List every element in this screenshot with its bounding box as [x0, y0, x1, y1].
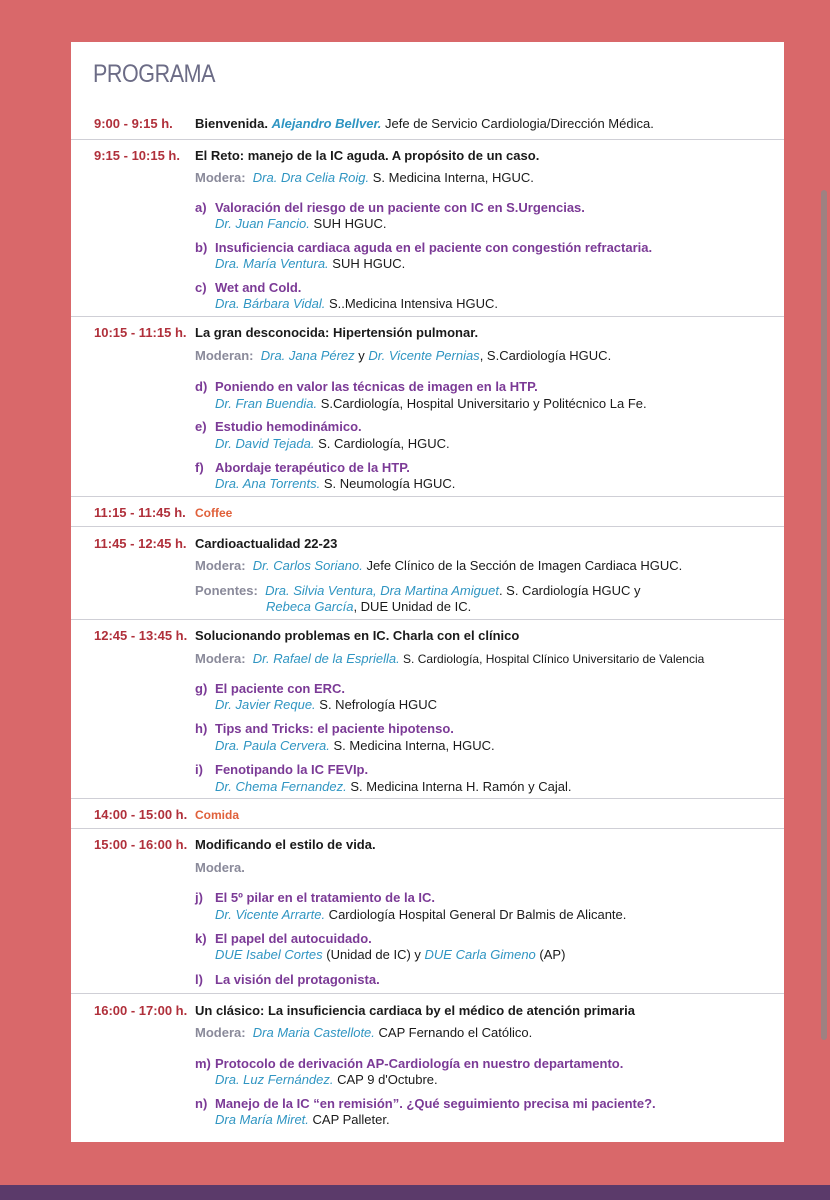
- speaker-affiliation: S.Cardiología, Hospital Universitario y Politécnico La Fe.: [317, 396, 647, 411]
- speaker-name: Rebeca García: [266, 599, 354, 614]
- session-title: Solucionando problemas en IC. Charla con el clínico: [195, 628, 520, 643]
- session-time: 16:00 - 17:00 h.: [94, 1003, 188, 1018]
- break-label: Coffee: [195, 506, 233, 520]
- moderator-name: Dr. Rafael de la Espriella.: [252, 651, 400, 666]
- moderator-label: Modera.: [195, 860, 245, 875]
- speakers-names: Dra. Silvia Ventura, Dra Martina Amiguet: [265, 583, 499, 598]
- moderator-name: Dr. Carlos Soriano.: [252, 558, 363, 573]
- session-time: 10:15 - 11:15 h.: [94, 325, 187, 340]
- speaker-affiliation: S. Cardiología, HGUC.: [314, 436, 450, 451]
- speaker-name-2: DUE Carla Gimeno: [424, 947, 536, 962]
- session-time: 11:15 - 11:45 h.: [94, 505, 186, 520]
- item-letter: m): [195, 1056, 211, 1071]
- session-time: 12:45 - 13:45 h.: [94, 628, 188, 643]
- session-title: Bienvenida.: [195, 116, 268, 131]
- item-letter: f): [195, 460, 204, 475]
- moderator-name: Dra. Jana Pérez: [260, 348, 355, 363]
- item-title: El papel del autocuidado.: [215, 931, 372, 946]
- speakers-row-continued: [266, 599, 471, 615]
- item-speaker-row: [215, 907, 626, 923]
- moderator-row: [195, 860, 245, 876]
- moderator-row: [195, 170, 534, 186]
- moderator-affiliation: , S.Cardiología HGUC.: [479, 348, 612, 363]
- speaker-name: Dr. Juan Fancio.: [215, 216, 310, 231]
- scrollbar[interactable]: [821, 190, 827, 1040]
- item-speaker-row: [215, 697, 437, 713]
- moderator-row: [195, 348, 611, 364]
- speaker-affiliation-2: (AP): [535, 947, 566, 962]
- speakers-row: [195, 583, 641, 599]
- session-coffee: [71, 496, 784, 520]
- moderator-label: Modera:: [195, 1025, 246, 1040]
- session-time: 15:00 - 16:00 h.: [94, 837, 188, 852]
- item-speaker-row: [215, 476, 455, 492]
- speaker-affiliation: S. Medicina Interna H. Ramón y Cajal.: [346, 779, 572, 794]
- item-title: El 5º pilar en el tratamiento de la IC.: [215, 890, 436, 905]
- item-letter: c): [195, 280, 207, 295]
- speaker-name: Dr. Vicente Arrarte.: [215, 907, 326, 922]
- session-title-row: [195, 116, 654, 132]
- speaker-affiliation: S. Neumología HGUC.: [320, 476, 456, 491]
- item-title: El paciente con ERC.: [215, 681, 346, 696]
- session-title: El Reto: manejo de la IC aguda. A propósito de un caso.: [195, 148, 540, 163]
- item-letter: h): [195, 721, 208, 736]
- item-speaker-row: [215, 436, 450, 452]
- item-speaker-row: [215, 738, 495, 754]
- speaker-name: Dr. Javier Reque.: [215, 697, 316, 712]
- session-time: 9:15 - 10:15 h.: [94, 148, 180, 163]
- moderator-name: Dra Maria Castellote.: [252, 1025, 375, 1040]
- item-letter: b): [195, 240, 208, 255]
- speaker-name: Dr. David Tejada.: [215, 436, 315, 451]
- session-time: 9:00 - 9:15 h.: [94, 116, 173, 131]
- session-estilo-vida: [71, 828, 784, 987]
- speaker-affiliation: (Unidad de IC) y: [322, 947, 425, 962]
- moderator-row: [195, 558, 682, 574]
- moderator-affiliation: S. Medicina Interna, HGUC.: [369, 170, 534, 185]
- item-speaker-row: [215, 256, 405, 272]
- session-atencion-primaria: [71, 993, 784, 1127]
- program-panel: [71, 42, 784, 1142]
- item-title: Fenotipando la IC FEVIp.: [215, 762, 369, 777]
- item-letter: j): [195, 890, 203, 905]
- speaker-name: Dr. Fran Buendia.: [215, 396, 318, 411]
- item-title: Manejo de la IC “en remisión”. ¿Qué seguimiento precisa mi paciente?.: [215, 1096, 656, 1111]
- moderator-label: Modera:: [195, 558, 246, 573]
- moderator-name-2: Dr. Vicente Pernias: [368, 348, 480, 363]
- session-title: La gran desconocida: Hipertensión pulmonar.: [195, 325, 479, 340]
- speaker-name: Dra. María Ventura.: [215, 256, 329, 271]
- moderator-label: Modera:: [195, 170, 246, 185]
- item-speaker-row: [215, 779, 571, 795]
- item-title: Valoración del riesgo de un paciente con IC en S.Urgencias.: [215, 200, 585, 215]
- item-title: Poniendo en valor las técnicas de imagen en la HTP.: [215, 379, 538, 394]
- speaker-name: Dra María Miret.: [215, 1112, 309, 1127]
- item-speaker-row: [215, 1112, 390, 1128]
- item-letter: l): [195, 972, 203, 987]
- item-letter: k): [195, 931, 207, 946]
- speaker-affiliation: CAP Palleter.: [308, 1112, 390, 1127]
- session-title: Un clásico: La insuficiencia cardiaca by el médico de atención primaria: [195, 1003, 635, 1018]
- item-letter: i): [195, 762, 203, 777]
- speaker-affiliation: SUH HGUC.: [309, 216, 387, 231]
- speaker-name: Dra. Ana Torrents.: [215, 476, 321, 491]
- speaker-affiliation: SUH HGUC.: [328, 256, 406, 271]
- session-cardioactualidad: [71, 526, 784, 614]
- item-title: Estudio hemodinámico.: [215, 419, 362, 434]
- bottom-band: [0, 1185, 830, 1200]
- item-title: Insuficiencia cardiaca aguda en el paciente con congestión refractaria.: [215, 240, 653, 255]
- session-time: 11:45 - 12:45 h.: [94, 536, 187, 551]
- item-speaker-row: [215, 296, 498, 312]
- moderator-label: Modera:: [195, 651, 246, 666]
- item-speaker-row: [215, 216, 386, 232]
- speaker-affiliation: Cardiología Hospital General Dr Balmis de Alicante.: [325, 907, 627, 922]
- speaker-affiliation: S. Medicina Interna, HGUC.: [329, 738, 495, 753]
- item-title: Wet and Cold.: [215, 280, 302, 295]
- speaker-name: Dra. Paula Cervera.: [215, 738, 330, 753]
- item-title: Abordaje terapéutico de la HTP.: [215, 460, 410, 475]
- moderator-affiliation: CAP Fernando el Católico.: [374, 1025, 533, 1040]
- item-letter: g): [195, 681, 208, 696]
- item-letter: n): [195, 1096, 208, 1111]
- moderator-label: Moderan:: [195, 348, 254, 363]
- session-solucionando: [71, 619, 784, 794]
- item-speaker-row: [215, 1072, 438, 1088]
- break-label: Comida: [195, 808, 240, 822]
- item-letter: a): [195, 200, 207, 215]
- moderator-and: y: [354, 348, 369, 363]
- item-title: Protocolo de derivación AP-Cardiología en nuestro departamento.: [215, 1056, 624, 1071]
- speaker-name: Dra. Bárbara Vidal.: [215, 296, 326, 311]
- item-letter: e): [195, 419, 207, 434]
- item-letter: d): [195, 379, 208, 394]
- speaker-name: Dra. Luz Fernández.: [215, 1072, 334, 1087]
- moderator-affiliation: S. Cardiología, Hospital Clínico Universitario de Valencia: [399, 652, 705, 666]
- speaker-name: DUE Isabel Cortes: [215, 947, 323, 962]
- session-ic-aguda: [71, 139, 784, 311]
- moderator-row: [195, 1025, 532, 1041]
- speaker-affiliation: S. Nefrología HGUC: [315, 697, 438, 712]
- speaker-affiliation: Jefe de Servicio Cardiologia/Dirección Médica.: [381, 116, 654, 131]
- moderator-row: [195, 651, 704, 667]
- session-time: 14:00 - 15:00 h.: [94, 807, 188, 822]
- moderator-affiliation: Jefe Clínico de la Sección de Imagen Cardiaca HGUC.: [362, 558, 683, 573]
- session-comida: [71, 798, 784, 822]
- speaker-name: Dr. Chema Fernandez.: [215, 779, 347, 794]
- item-title: La visión del protagonista.: [215, 972, 380, 987]
- speaker-affiliation: , DUE Unidad de IC.: [353, 599, 472, 614]
- speakers-label: Ponentes:: [195, 583, 258, 598]
- speaker-affiliation: S..Medicina Intensiva HGUC.: [325, 296, 499, 311]
- item-speaker-row: [215, 947, 565, 963]
- moderator-name: Dra. Dra Celia Roig.: [252, 170, 370, 185]
- session-hipertension: [71, 316, 784, 491]
- speakers-affiliation: . S. Cardiología HGUC y: [498, 583, 641, 598]
- session-title: Cardioactualidad 22-23: [195, 536, 338, 551]
- speaker-affiliation: CAP 9 d'Octubre.: [333, 1072, 438, 1087]
- page-title: PROGRAMA: [93, 60, 215, 88]
- item-title: Tips and Tricks: el paciente hipotenso.: [215, 721, 454, 736]
- session-title: Modificando el estilo de vida.: [195, 837, 376, 852]
- item-speaker-row: [215, 396, 647, 412]
- speaker-name: Alejandro Bellver.: [271, 116, 382, 131]
